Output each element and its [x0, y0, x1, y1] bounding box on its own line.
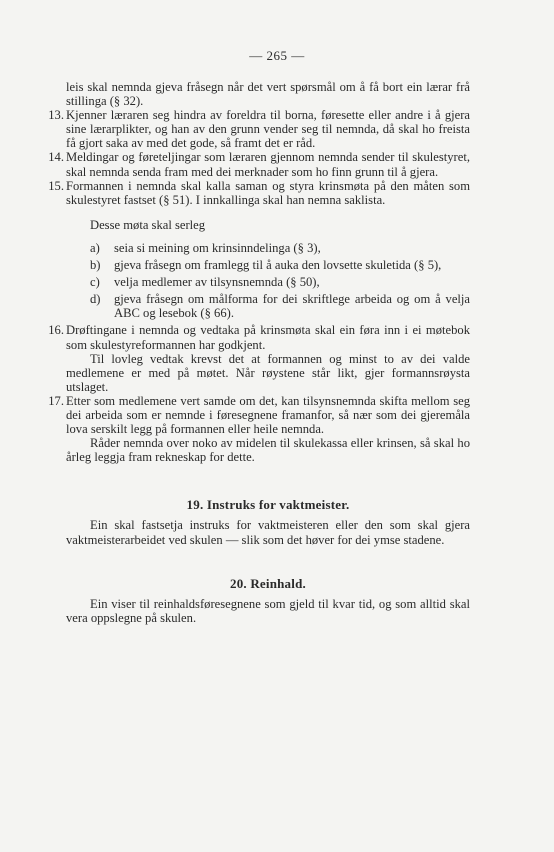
sub-item-label: b): [90, 258, 101, 273]
page-number: — 265 —: [249, 48, 305, 63]
list-item: [48, 323, 470, 352]
list-item: [48, 393, 470, 437]
item-number: 17.: [48, 393, 64, 408]
sub-item-label: c): [90, 275, 100, 290]
page-body: [48, 80, 470, 625]
paragraph: Til lovleg vedtak krevst det at formannen og minst to av dei valde medlemene er med på møtet. Når røystene står likt, gjer formannsrøysta utslaget.: [66, 351, 470, 394]
list-item: [48, 150, 470, 179]
sub-item-text: gjeva fråsegn om framlegg til å auka den lovsette skuletida (§ 5),: [114, 258, 442, 273]
item-text: Formannen i nemnda skal kalla saman og styra krinsmøta på den måten som skulestyret fastset (§ 51). I innkallinga skal han nemna saklista.: [66, 178, 470, 207]
section-paragraph: Ein viser til reinhaldsføresegnene som gjeld til kvar tid, og som alltid skal vera oppslegne på skulen.: [66, 596, 470, 625]
paragraph: Råder nemnda over noko av midelen til skulekassa eller krinsen, så skal ho årleg leggja fram rekneskap for dette.: [66, 436, 470, 465]
sub-item-text: gjeva fråsegn om målforma for dei skriftlege arbeida og om å velja ABC og lesebok (§ 66).: [114, 292, 470, 321]
section-paragraph: Ein skal fastsetja instruks for vaktmeisteren eller den som skal gjera vaktmeisterarbeidet ved skulen — slik som det høver for dei ymse stadene.: [66, 518, 470, 547]
sub-item-text: seia si meining om krinsinndelinga (§ 3),: [114, 240, 321, 255]
list-item: [48, 178, 470, 207]
list-item: [48, 108, 470, 151]
intro-paragraph: leis skal nemnda gjeva fråsegn når det vert spørsmål om å få bort ein lærar frå stillinga (§ 32).: [66, 80, 470, 109]
sub-item: [66, 241, 470, 255]
section-heading: 19. Instruks for vaktmeister.: [186, 497, 350, 513]
item-number: 15.: [48, 178, 64, 193]
item-number: 13.: [48, 108, 64, 123]
sub-item-label: d): [90, 292, 101, 307]
item-text: Etter som medlemene vert samde om det, kan tilsynsnemnda skifta mellom seg dei arbeida som er nemnde i føresegnene framanfor, så nær som dei gjeremåla lova serskilt legg på formannen eller heile nemnda.: [66, 393, 470, 437]
sub-item: [66, 258, 470, 272]
item-text: Meldingar og føreteljingar som læraren gjennom nemnda sender til skulestyret, skal nemnda senda fram med dei merknader som ho finn grunn til å gjera.: [66, 150, 470, 179]
meetings-lead: Desse møta skal serleg: [90, 217, 206, 232]
sub-item: [66, 292, 470, 320]
item-number: 16.: [48, 323, 64, 338]
sub-item: [66, 275, 470, 289]
sub-item-label: a): [90, 240, 100, 255]
item-number: 14.: [48, 150, 64, 165]
item-text: Kjenner læraren seg hindra av foreldra til borna, føresette eller andre i å gjera sine lærarplikter, og han av den grunn vender seg til nemnda, då skal ho freista få gjort saka av med det gode, så framt det er råd.: [66, 108, 470, 151]
section-heading: 20. Reinhald.: [230, 575, 306, 591]
sub-item-text: velja medlemer av tilsynsnemnda (§ 50),: [114, 275, 320, 290]
item-text: Drøftingane i nemnda og vedtaka på krinsmøta skal ein føra inn i ei møtebok som skulestyreformannen har godkjent.: [66, 323, 470, 352]
